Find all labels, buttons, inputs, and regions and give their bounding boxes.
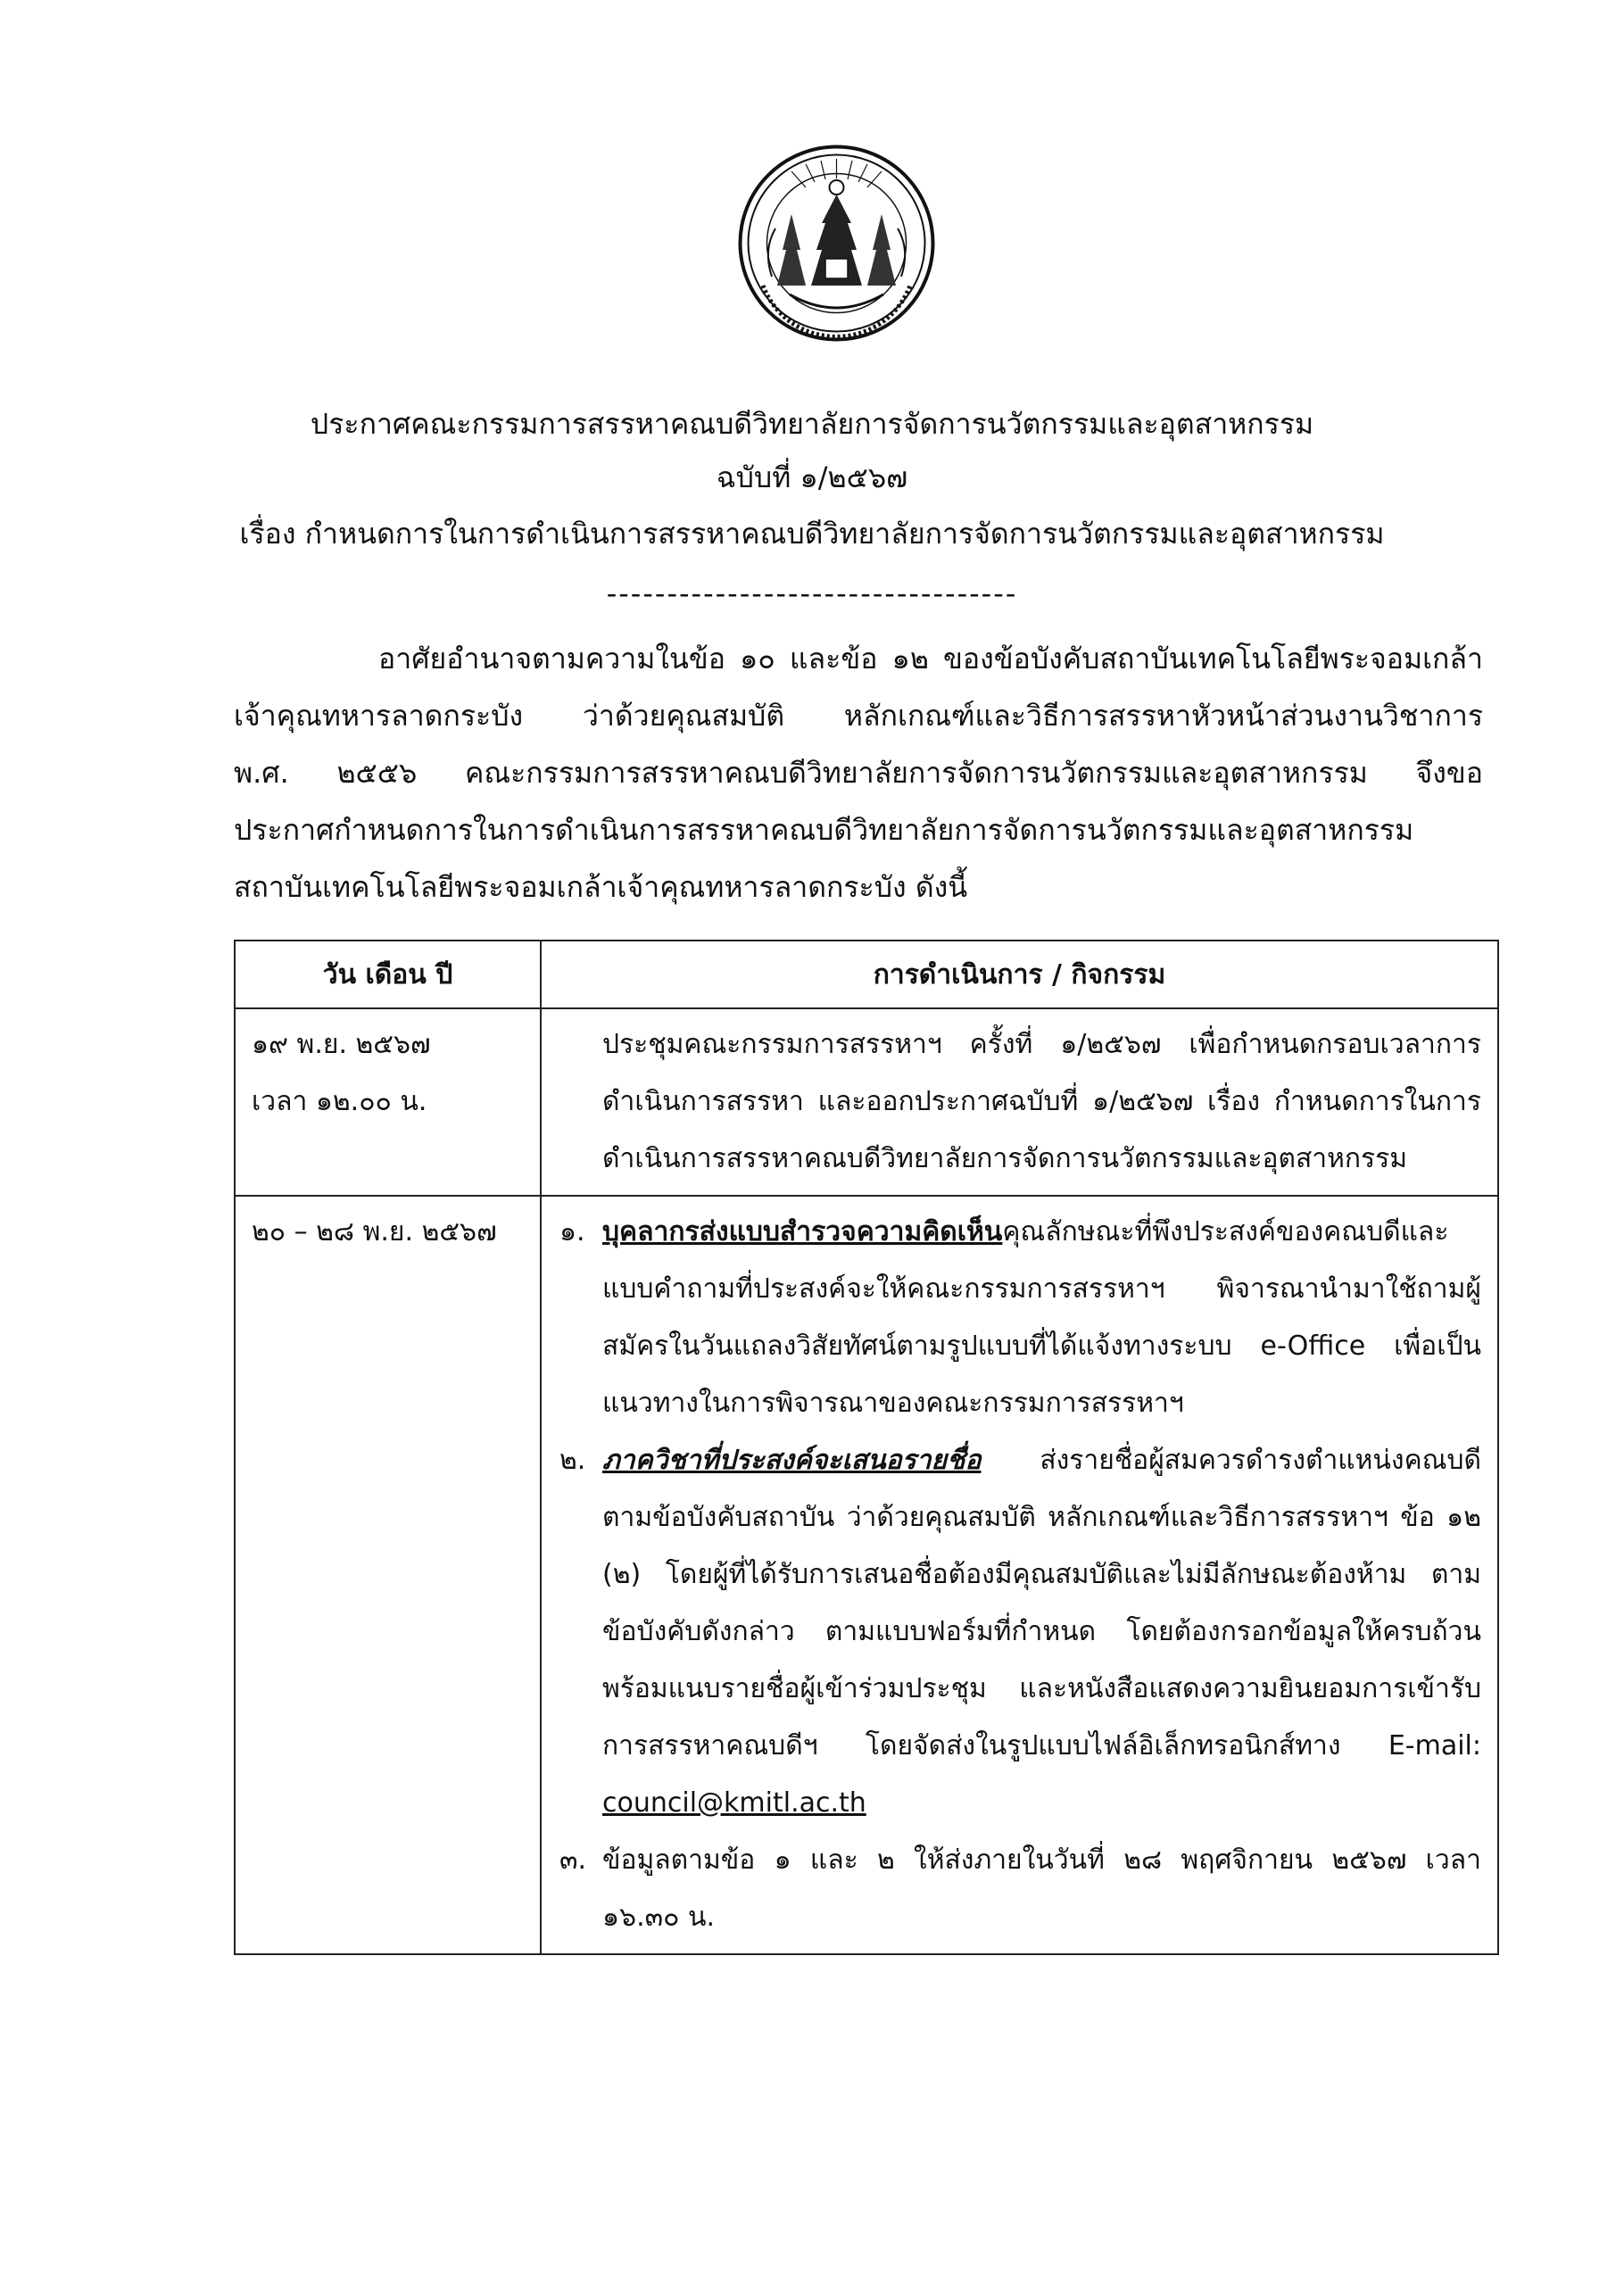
announcement-title: ประกาศคณะกรรมการสรรหาคณบดีวิทยาลัยการจัดการนวัตกรรมและอุตสาหกรรม: [310, 407, 1314, 441]
time-text: เวลา ๑๒.๐๐ น.: [252, 1086, 427, 1117]
list-item: [559, 1832, 1481, 1946]
activity-text: ประชุมคณะกรรมการสรรหาฯ ครั้งที่ ๑/๒๕๖๗ เพื่อกำหนดกรอบเวลาการดำเนินการสรรหา และออกประกาศฉบับที่ ๑/๒๕๖๗ เรื่อง กำหนดการในการดำเนินการสรรหาคณบดีวิทยาลัยการจัดการนวัตกรรมและอุตสาหกรรม: [602, 1029, 1481, 1174]
item-text: [602, 1204, 1481, 1432]
table-row: [235, 1008, 1498, 1196]
item-heading: บุคลากรส่งแบบสำรวจความคิดเห็น: [602, 1216, 1003, 1247]
item-number: ๓.: [559, 1844, 587, 1876]
announcement-subject: เรื่อง กำหนดการในการดำเนินการสรรหาคณบดีวิทยาลัยการจัดการนวัตกรรมและอุตสาหกรรม: [239, 517, 1385, 551]
column-header-date: วัน เดือน ปี: [235, 941, 541, 1008]
activity-cell: [541, 1196, 1498, 1954]
date-cell: [235, 1196, 541, 1954]
body-paragraph: [234, 630, 1483, 916]
activity-cell: [541, 1008, 1498, 1196]
body-line: พ.ศ. ๒๕๕๖ คณะกรรมการสรรหาคณบดีวิทยาลัยการจัดการนวัตกรรมและอุตสาหกรรม จึงขอ: [234, 756, 1483, 790]
item-number: ๒.: [559, 1445, 586, 1476]
date-cell: [235, 1008, 541, 1196]
table-row: [235, 1196, 1498, 1954]
body-line: อาศัยอำนาจตามความในข้อ ๑๐ และข้อ ๑๒ ของข้อบังคับสถาบันเทคโนโลยีพระจอมเกล้า: [378, 642, 1483, 676]
date-text: ๑๙ พ.ย. ๒๕๖๗: [252, 1029, 431, 1060]
email-link[interactable]: council@kmitl.ac.th: [602, 1787, 866, 1819]
column-header-activity: การดำเนินการ / กิจกรรม: [541, 941, 1498, 1008]
divider-line: ----------------------------------: [606, 576, 1018, 610]
announcement-number: ฉบับที่ ๑/๒๕๖๗: [716, 460, 908, 494]
institution-seal: [736, 143, 937, 344]
item-number: ๑.: [559, 1216, 585, 1247]
list-item: [559, 1204, 1481, 1432]
item-body: คุณลักษณะที่พึงประสงค์ของคณบดีและแบบคำถามที่ประสงค์จะให้คณะกรรมการสรรหาฯ พิจารณานำมาใช้ถามผู้สมัครในวันแถลงวิสัยทัศน์ตามรูปแบบที่ได้แจ้งทางระบบ e-Office เพื่อเป็นแนวทางในการพิจารณาของคณะกรรมการสรรหาฯ: [602, 1216, 1481, 1419]
item-heading: ภาควิชาที่ประสงค์จะเสนอรายชื่อ: [602, 1445, 982, 1476]
body-line: สถาบันเทคโนโลยีพระจอมเกล้าเจ้าคุณทหารลาดกระบัง ดังนี้: [234, 870, 968, 904]
item-body: ข้อมูลตามข้อ ๑ และ ๒ ให้ส่งภายในวันที่ ๒๘ พฤศจิกายน ๒๕๖๗ เวลา ๑๖.๓๐ น.: [602, 1844, 1481, 1933]
list-item: [559, 1432, 1481, 1832]
schedule-table: [234, 940, 1499, 1955]
item-text: [602, 1432, 1481, 1832]
body-line: ประกาศกำหนดการในการดำเนินการสรรหาคณบดีวิทยาลัยการจัดการนวัตกรรมและอุตสาหกรรม: [234, 813, 1414, 847]
table-header-row: [235, 941, 1498, 1008]
body-line: เจ้าคุณทหารลาดกระบัง ว่าด้วยคุณสมบัติ หลักเกณฑ์และวิธีการสรรหาหัวหน้าส่วนงานวิชาการ: [234, 699, 1483, 733]
item-body: ส่งรายชื่อผู้สมควรดำรงตำแหน่งคณบดี ตามข้อบังคับสถาบัน ว่าด้วยคุณสมบัติ หลักเกณฑ์และวิธีการสรรหาฯ ข้อ ๑๒ (๒) โดยผู้ที่ได้รับการเสนอชื่อต้องมีคุณสมบัติและไม่มีลักษณะต้องห้าม ตามข้อบังคับดังกล่าว ตามแบบฟอร์มที่กำหนด โดยต้องกรอกข้อมูลให้ครบถ้วนพร้อมแนบรายชื่อผู้เข้าร่วมประชุม และหนังสือแสดงความยินยอมการเข้ารับการสรรหาคณบดีฯ โดยจัดส่งในรูปแบบไฟล์อิเล็กทรอนิกส์ทาง E-mail:: [602, 1445, 1481, 1761]
date-text: ๒๐ – ๒๘ พ.ย. ๒๕๖๗: [252, 1216, 497, 1247]
